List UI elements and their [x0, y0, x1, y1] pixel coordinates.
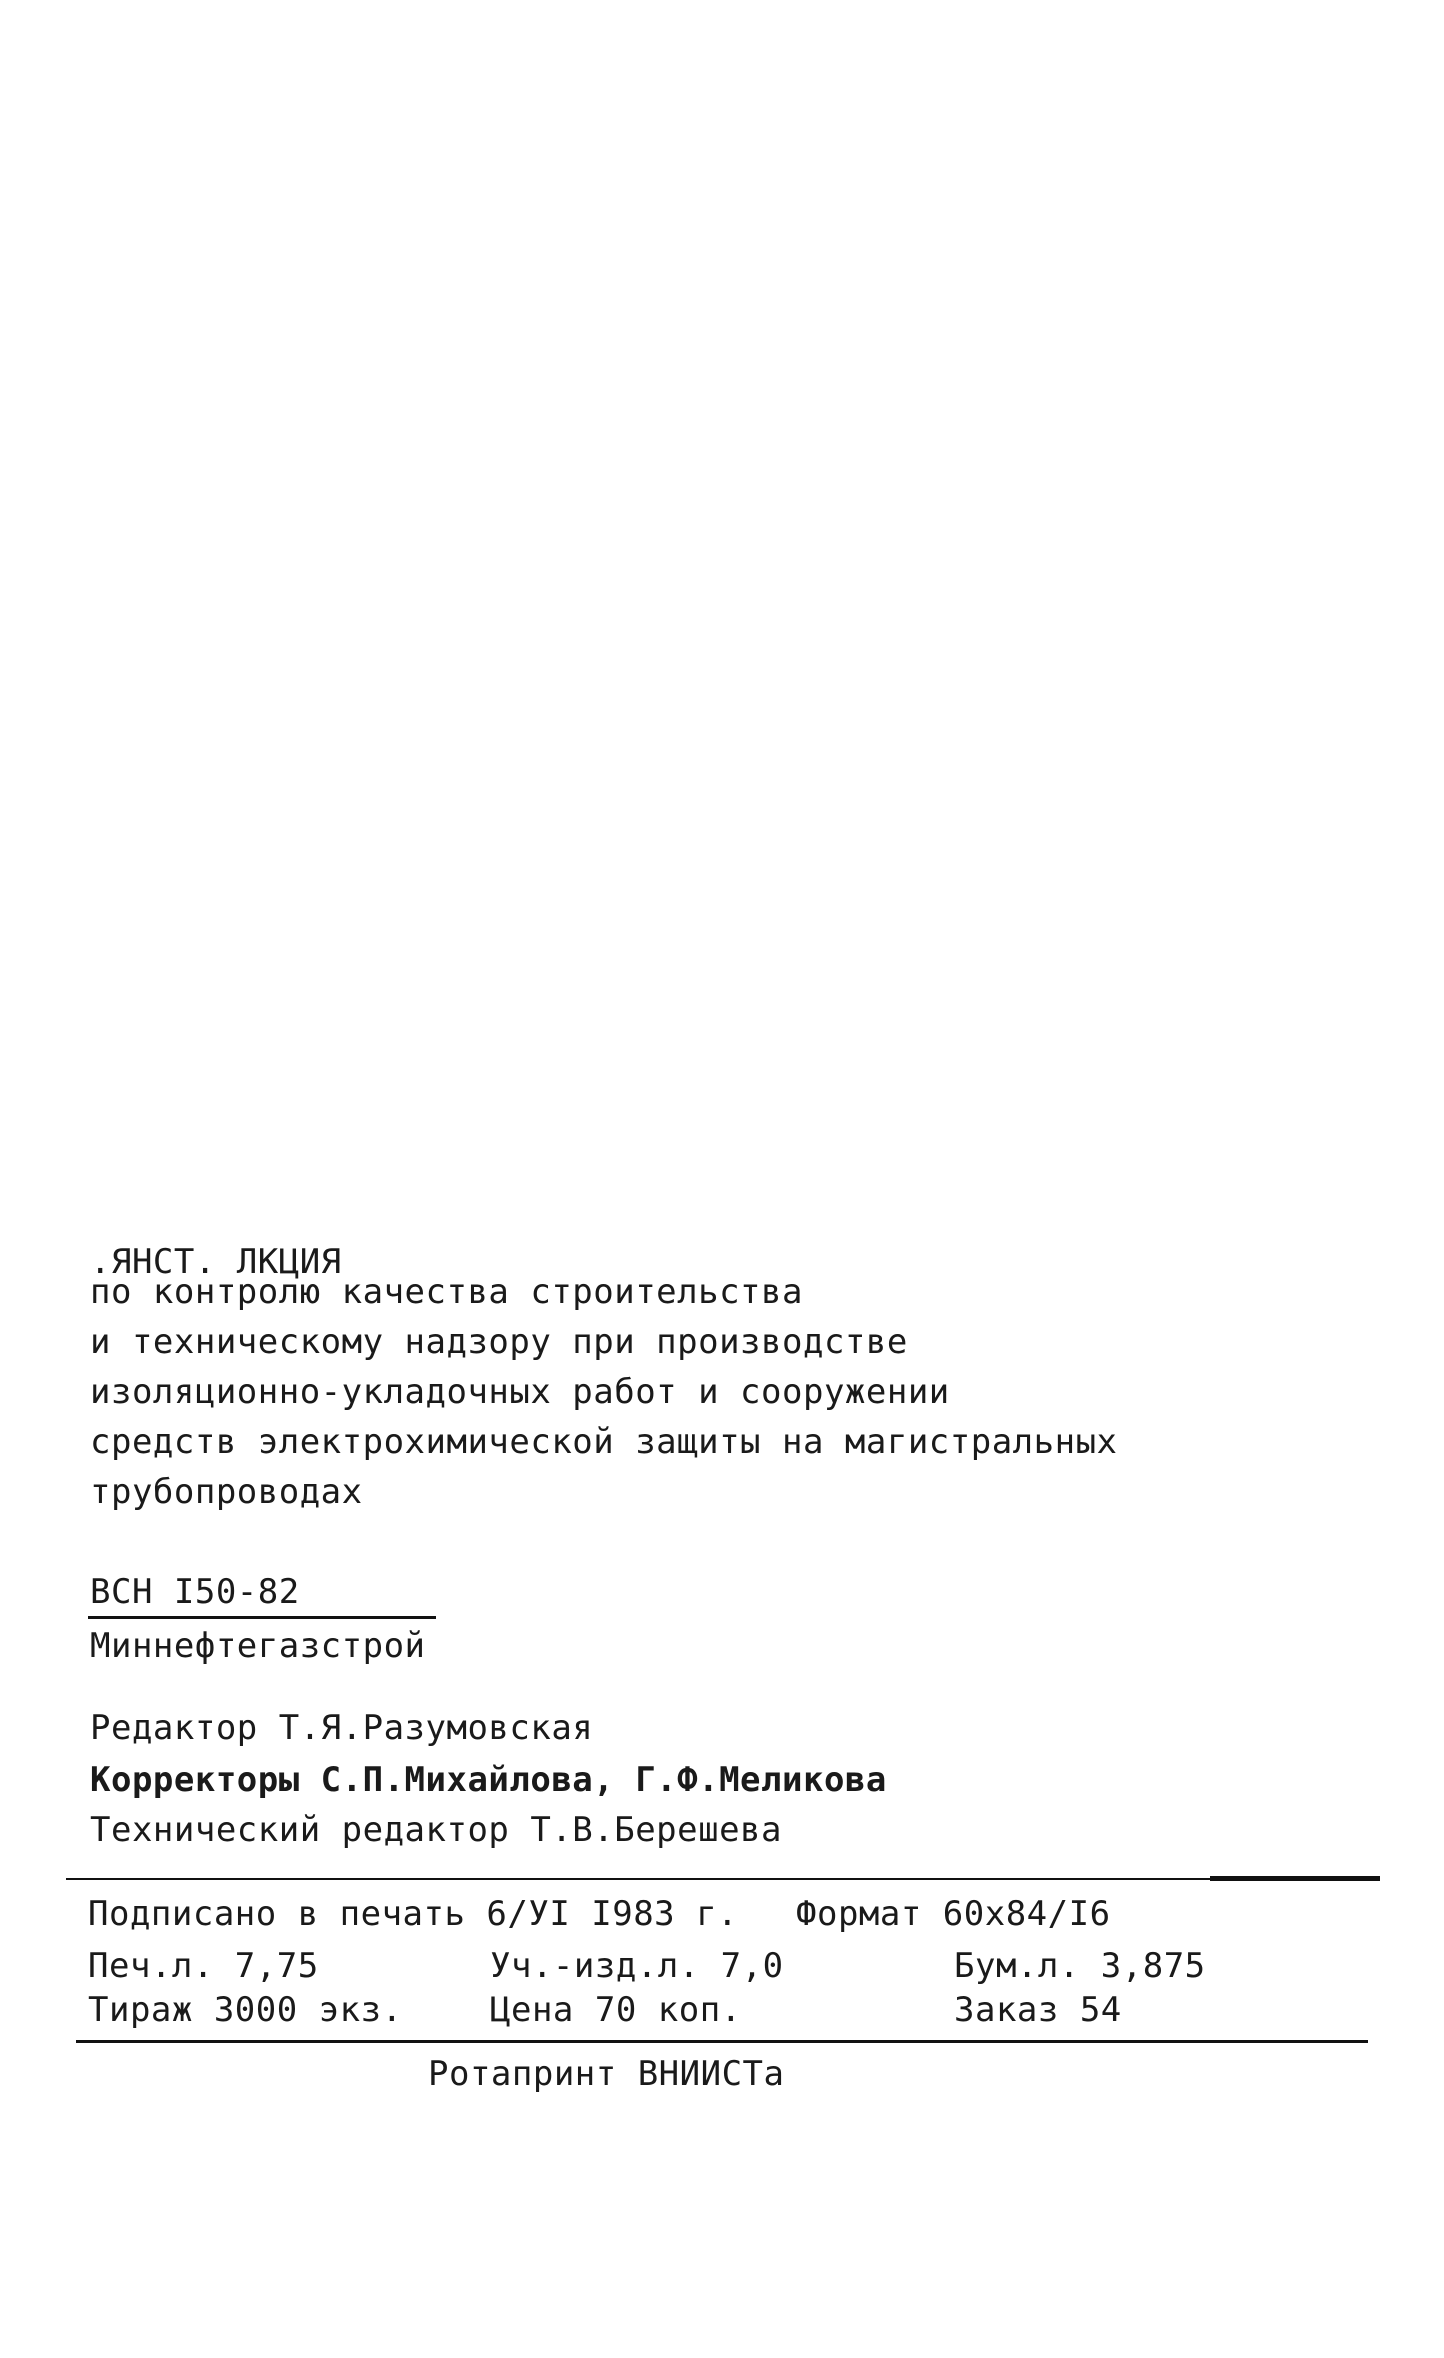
imprint-pech-l: Печ.л. 7,75 — [88, 1946, 319, 1986]
title-line-3: и техническому надзору при производстве — [90, 1322, 908, 1362]
code-underline — [88, 1616, 436, 1619]
title-line-4: изоляционно-укладочных работ и сооружении — [90, 1372, 950, 1412]
imprint-bottom-rule — [76, 2040, 1368, 2043]
imprint-cena: Цена 70 коп. — [490, 1990, 742, 2030]
imprint-top-rule — [66, 1878, 1380, 1880]
credit-correctors: Корректоры С.П.Михайлова, Г.Ф.Меликова — [90, 1760, 887, 1800]
code-number: ВСН I50-82 — [90, 1572, 300, 1612]
credit-editor: Редактор Т.Я.Разумовская — [90, 1708, 594, 1748]
imprint-printer: Ротапринт ВНИИСТа — [428, 2054, 785, 2094]
code-organization: Миннефтегазстрой — [90, 1626, 426, 1666]
imprint-zakaz: Заказ 54 — [954, 1990, 1122, 2030]
imprint-format: Формат 60х84/I6 — [796, 1894, 1111, 1934]
imprint-signed: Подписано в печать 6/УI I983 г. — [88, 1894, 739, 1934]
credit-tech-editor: Технический редактор Т.В.Берешева — [90, 1810, 783, 1850]
title-line-1: .ЯНСТ. ЛКЦИЯ — [90, 1242, 342, 1282]
title-line-5: средств электрохимической защиты на магистральных — [90, 1422, 1118, 1462]
imprint-bum-l: Бум.л. 3,875 — [954, 1946, 1206, 1986]
title-line-6: трубопроводах — [90, 1472, 363, 1512]
imprint-top-rule-thick — [1210, 1876, 1380, 1881]
imprint-tirazh: Тираж 3000 экз. — [88, 1990, 403, 2030]
title-line-2: по контролю качества строительства — [90, 1272, 803, 1312]
imprint-uch-izd: Уч.-изд.л. 7,0 — [490, 1946, 784, 1986]
